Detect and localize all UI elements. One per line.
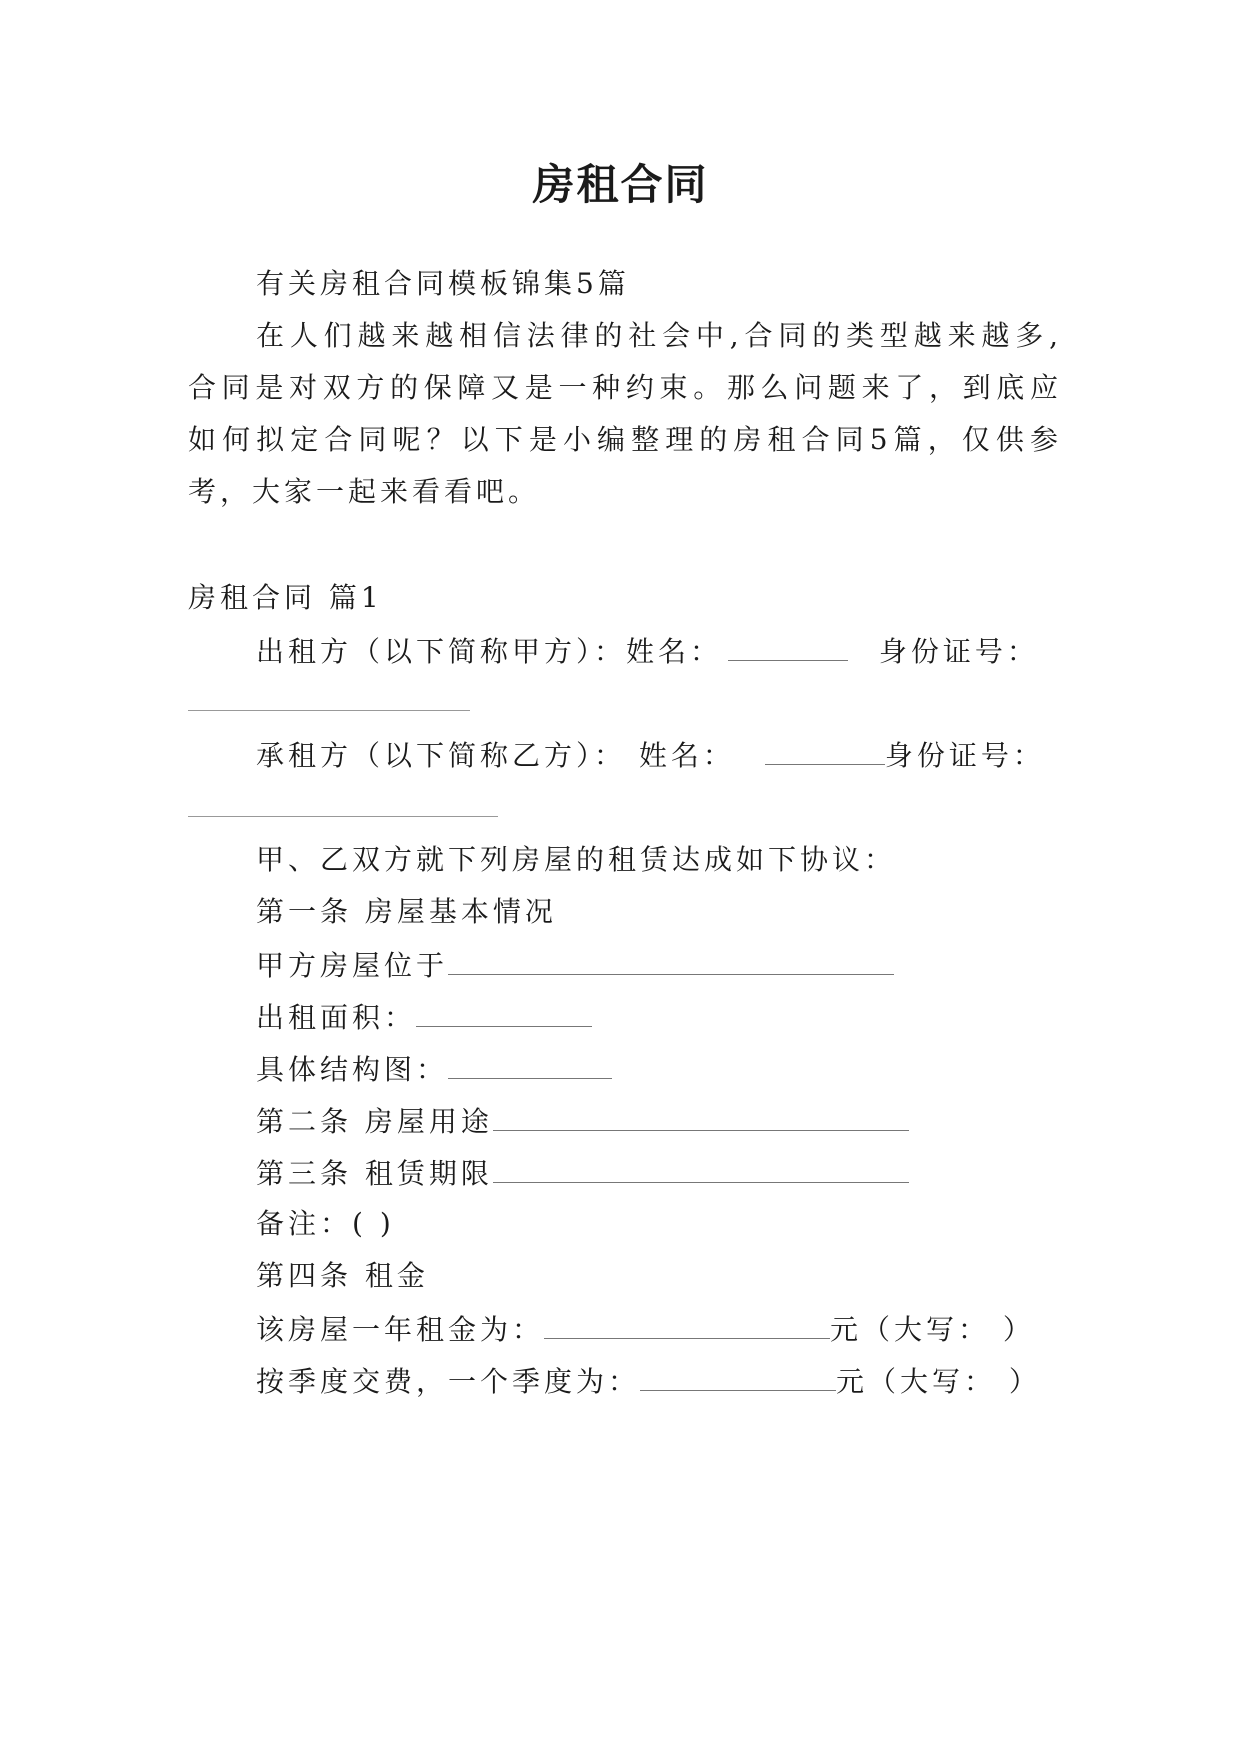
quarterly-rent-blank[interactable] [640,1360,836,1391]
intro-paragraph-line-4: 考，大家一起来看看吧。 [188,475,541,508]
annual-rent-label: 该房屋一年租金为： [256,1313,545,1346]
intro-paragraph-line-1: 在人们越来越相信法律的社会中,合同的类型越来越多, [256,319,1058,352]
structure-label: 具体结构图： [256,1053,449,1086]
lessee-name-blank[interactable] [765,734,885,765]
article-4-title: 第四条 租金 [256,1259,429,1292]
lessor-name-blank[interactable] [728,630,848,661]
section-title-contract-1: 房租合同 篇1 [188,581,383,614]
quarterly-rent-label: 按季度交费，一个季度为： [256,1365,641,1398]
quarterly-rent-suffix: 元（大写： ） [836,1365,1041,1398]
house-use-blank[interactable] [493,1100,909,1131]
lessor-row [256,630,1058,672]
quarterly-rent-row [256,1360,1058,1402]
intro-paragraph-line-3: 如何拟定合同呢？以下是小编整理的房租合同5篇，仅供参 [188,423,1058,456]
area-row [256,996,1058,1038]
lessor-id-label: 身份证号： [878,635,1039,668]
article-2-row [256,1100,1058,1142]
document-title: 房租合同 [532,160,709,209]
structure-row [256,1048,1058,1090]
lessee-id-blank[interactable] [188,816,498,817]
location-blank[interactable] [448,944,894,975]
agreement-intro: 甲、乙双方就下列房屋的租赁达成如下协议： [256,843,897,876]
annual-rent-row [256,1308,1058,1350]
area-label: 出租面积： [256,1001,417,1034]
lessor-id-blank[interactable] [188,710,470,711]
article-2-label: 第二条 房屋用途 [256,1105,493,1138]
article-1-title: 第一条 房屋基本情况 [256,895,557,928]
note-row: 备注：( ) [256,1207,395,1240]
location-label: 甲方房屋位于 [256,949,449,982]
article-3-label: 第三条 租赁期限 [256,1157,493,1190]
annual-rent-suffix: 元（大写： ） [830,1313,1035,1346]
intro-heading: 有关房租合同模板锦集5篇 [256,267,630,300]
lessee-id-label: 身份证号： [884,739,1045,772]
lessor-name-label: 出租方（以下简称甲方）：姓名： [256,635,723,668]
article-3-row [256,1152,1058,1194]
lessee-row [256,734,1058,776]
location-row [256,944,1058,986]
structure-blank[interactable] [448,1048,612,1079]
intro-paragraph-line-2: 合同是对双方的保障又是一种约束。那么问题来了，到底应 [188,371,1058,404]
annual-rent-blank[interactable] [544,1308,830,1339]
lease-term-blank[interactable] [493,1152,909,1183]
area-blank[interactable] [416,996,592,1027]
lessee-name-label: 承租方（以下简称乙方）： 姓名： [256,739,735,772]
